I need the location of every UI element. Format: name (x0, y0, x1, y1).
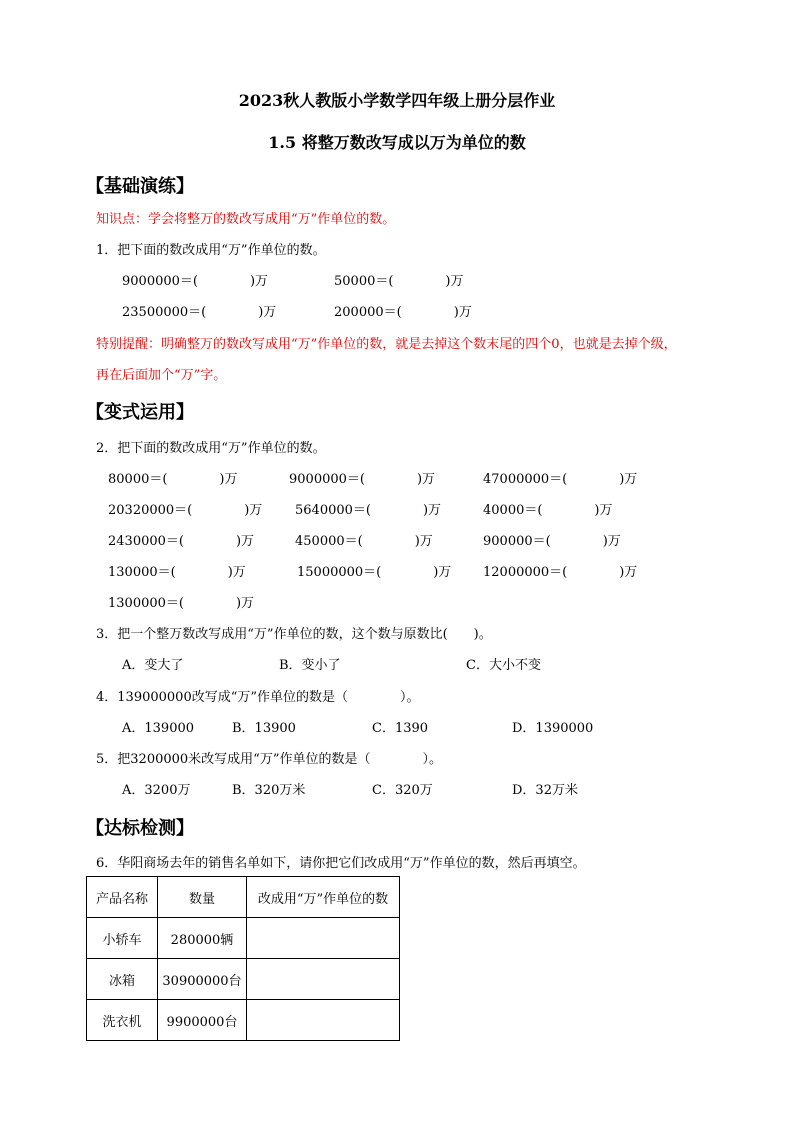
table-header-row (87, 877, 400, 918)
q2-item: 47000000＝( )万 (483, 472, 638, 487)
q5-stem: 5．把3200000米改写成用“万”作单位的数是（ ）。 (96, 752, 442, 767)
table-row (87, 959, 400, 1000)
table-row (87, 1000, 400, 1041)
table-cell: 280000辆 (158, 918, 247, 959)
q5-option-b: B．320万米 (232, 783, 306, 798)
table-cell: 洗衣机 (87, 1000, 158, 1041)
answer-cell[interactable] (247, 959, 400, 1000)
q4-stem: 4．139000000改写成“万”作单位的数是（ ）。 (96, 690, 420, 705)
q1-stem: 1．把下面的数改成用“万”作单位的数。 (96, 243, 326, 258)
q3-stem: 3．把一个整万数改写成用“万”作单位的数，这个数与原数比( )。 (96, 627, 492, 642)
table-cell: 冰箱 (87, 959, 158, 1000)
q2-item: 20320000＝( )万 (108, 503, 263, 518)
q2-item: 9000000＝( )万 (289, 472, 436, 487)
q4-option-a: A．139000 (122, 721, 195, 736)
answer-cell[interactable] (247, 1000, 400, 1041)
tip-line-2: 再在后面加个“万”字。 (96, 368, 227, 383)
answer-cell[interactable] (247, 918, 400, 959)
table-row (87, 918, 400, 959)
q2-item: 900000＝( )万 (483, 534, 621, 549)
q2-item: 2430000＝( )万 (108, 534, 255, 549)
q2-item: 12000000＝( )万 (483, 565, 638, 580)
q4-option-c: C．1390 (372, 721, 429, 736)
section-variant: 【变式运用】 (86, 402, 194, 423)
table-header-cell: 产品名称 (87, 877, 158, 918)
q2-item: 15000000＝( )万 (297, 565, 452, 580)
page-subtitle: 1.5 将整万数改写成以万为单位的数 (268, 133, 526, 152)
q5-option-a: A．3200万 (122, 783, 191, 798)
q2-item: 130000＝( )万 (108, 565, 246, 580)
q2-item: 40000＝( )万 (483, 503, 613, 518)
sales-table (86, 876, 400, 1041)
table-cell: 9900000台 (158, 1000, 247, 1041)
section-basic: 【基础演练】 (86, 176, 194, 197)
q4-option-b: B．13900 (232, 721, 296, 736)
section-check: 【达标检测】 (86, 818, 194, 839)
knowledge-point: 知识点：学会将整万的数改写成用“万”作单位的数。 (96, 212, 396, 227)
q2-item: 1300000＝( )万 (108, 596, 255, 611)
q4-option-d: D．1390000 (512, 721, 594, 736)
q2-item: 5640000＝( )万 (295, 503, 442, 518)
q1-item: 50000＝( )万 (334, 274, 464, 289)
table-header-cell: 改成用“万”作单位的数 (247, 877, 400, 918)
page-title: 2023秋人教版小学数学四年级上册分层作业 (238, 91, 556, 110)
q5-option-d: D．32万米 (512, 783, 578, 798)
table-cell: 30900000台 (158, 959, 247, 1000)
q2-item: 80000＝( )万 (108, 472, 238, 487)
table-cell: 小轿车 (87, 918, 158, 959)
q3-option-c: C．大小不变 (466, 658, 541, 673)
q2-item: 450000＝( )万 (295, 534, 433, 549)
tip-line-1: 特别提醒：明确整万的数改写成用“万”作单位的数，就是去掉这个数末尾的四个0，也就是去掉个级， (96, 337, 677, 352)
q1-item: 9000000＝( )万 (122, 274, 269, 289)
q1-item: 200000＝( )万 (334, 305, 472, 320)
table-header-cell: 数量 (158, 877, 247, 918)
q5-option-c: C．320万 (372, 783, 433, 798)
q3-option-b: B．变小了 (279, 658, 341, 673)
q2-stem: 2．把下面的数改成用“万”作单位的数。 (96, 441, 326, 456)
q3-option-a: A．变大了 (122, 658, 184, 673)
q6-stem: 6．华阳商场去年的销售名单如下，请你把它们改成用“万”作单位的数，然后再填空。 (96, 856, 586, 871)
q1-item: 23500000＝( )万 (122, 305, 277, 320)
